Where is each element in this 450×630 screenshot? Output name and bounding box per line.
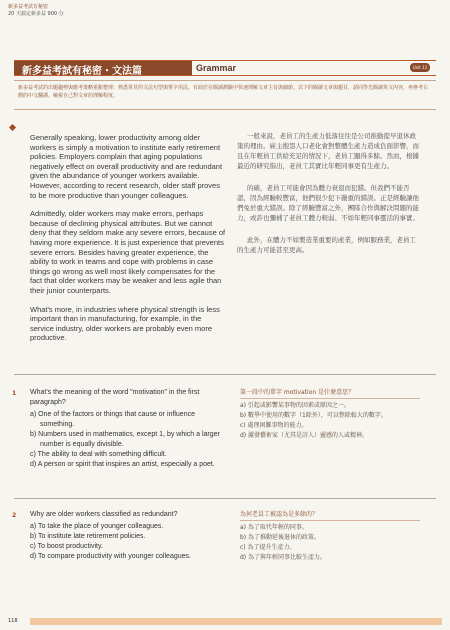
answer-option: c) To boost productivity. bbox=[30, 543, 103, 550]
answer-option: b) Numbers used in mathematics, except 1, by which a larger number is equally divisible. bbox=[30, 431, 220, 448]
diamond-bullet-icon bbox=[9, 124, 16, 131]
section-title-bar bbox=[14, 60, 436, 76]
question-stem-translation: 第一段中的單字 motivation 是什麼意思？ bbox=[240, 388, 420, 399]
passage-paragraph: Generally speaking, lower productivity among older workers is simply a motivation to institute early retirement policies. Employers complain that aging populations negatively effect on overall productivity and are redundant given the abundance of younger workers available. However, according to recent research, older staff proves to be more productive than younger colleagues. bbox=[30, 133, 223, 200]
translation-paragraph: 的確，老員工可能會因為體力衰退而犯錯。但我們不能否認，因為經驗較豐富，他們很少犯下嚴重的錯誤。正是經驗讓他們免於重大錯誤。除了經驗豐富之外，團隊合作與解決問題的能力，或許也彌補了老員工體力較弱、不如年輕同事靈活的事實。 bbox=[237, 184, 419, 222]
section-title-box bbox=[14, 61, 192, 75]
question-number: 1 bbox=[12, 390, 17, 397]
section-title-english: Grammar bbox=[196, 63, 237, 73]
question-stem: What's the meaning of the word "motivation" in the first paragraph? bbox=[30, 389, 200, 406]
question-1 bbox=[30, 388, 230, 470]
book-subtitle: 20 天搞定新多益 900 分 bbox=[8, 10, 64, 17]
answer-option-translation: a) 引起或影響某事物的因素或原因之一。 bbox=[240, 402, 350, 409]
page-number: 118 bbox=[8, 618, 18, 624]
page-footer bbox=[8, 617, 442, 626]
passage-paragraph: What's more, in industries where physical strength is less important than in manufacturing, for example, in the service industry, older workers are probably even more productive. bbox=[30, 304, 220, 343]
question-number: 2 bbox=[12, 512, 17, 519]
answer-option: b) To institute late retirement policies. bbox=[30, 533, 146, 540]
translation-paragraph: 一般來說，老員工的生產力低落往往是公司推動提早退休政策的理由。雇主抱怨人口老化會對整體生產力造成負面影響，而且在年輕員工供給充足的情況下，老員工顯得多餘。然而，根據最近的研究指出，老員工其實比年輕同事更有生產力。 bbox=[237, 132, 419, 170]
answer-option: a) To take the place of younger colleagues. bbox=[30, 523, 164, 530]
translation-paragraph: 此外，在體力不如製造業重要的產業，例如服務業，老員工的生產力可能甚至更高。 bbox=[237, 236, 416, 254]
section-title: 新多益考試有秘密・文法篇 bbox=[22, 66, 142, 77]
question-2 bbox=[30, 510, 230, 562]
answer-option: d) To compare productivity with younger colleagues. bbox=[30, 553, 191, 560]
book-title: 新多益考試有秘密 bbox=[8, 4, 49, 10]
answer-option-translation: c) 為了提升生產力。 bbox=[240, 544, 296, 551]
answer-option-translation: b) 為了推動延後退休的政策。 bbox=[240, 534, 321, 541]
unit-badge: Unit 11 bbox=[410, 63, 430, 72]
intro-paragraph: 新多益考試的出題趨勢與應考策略重點整理：熟悉常見的文法句型與單字用法，有助於在閱讀測驗中快速理解文章主旨與細節。以下的閱讀文章與題目，請同學先閱讀英文內容，再參考右側的中文翻譯，檢視自己對文章的理解程度。 bbox=[14, 80, 436, 110]
passage-english bbox=[30, 133, 226, 352]
answer-option-translation: b) 數學中使用的數字（1除外），可以整除較大的數字。 bbox=[240, 412, 387, 419]
answer-option-translation: d) 激發藝術家（尤其是詩人）靈感的人或精神。 bbox=[240, 432, 369, 439]
answer-option-translation: c) 處理困難事物的能力。 bbox=[240, 422, 308, 429]
question-stem-translation: 為何老員工被認為是多餘的？ bbox=[240, 510, 420, 521]
answer-option: c) The ability to deal with something difficult. bbox=[30, 451, 167, 458]
answer-option-translation: a) 為了取代年輕的同事。 bbox=[240, 524, 308, 531]
running-header bbox=[8, 4, 64, 17]
section-divider bbox=[14, 374, 436, 375]
footer-strip bbox=[30, 618, 442, 625]
question-2-translation bbox=[240, 510, 420, 563]
answer-option-translation: d) 為了與年輕同事比較生產力。 bbox=[240, 554, 327, 561]
section-divider bbox=[14, 498, 436, 499]
answer-option: a) One of the factors or things that cause or influence something. bbox=[30, 411, 195, 428]
answer-option: d) A person or spirit that inspires an artist, especially a poet. bbox=[30, 461, 215, 468]
passage-translation bbox=[237, 131, 419, 267]
question-stem: Why are older workers classified as redundant? bbox=[30, 511, 178, 518]
question-1-translation bbox=[240, 388, 420, 441]
passage-paragraph: Admittedly, older workers may make errors, perhaps because of declining physical attributes. But we cannot deny that they seldom make any severe errors, because of having more experience. It is just experience that prevents severe errors. Besides having greater experience, the ability to work in teams and cope with problems in case things go wrong as well most likely compensates for the fact that older workers may be weaker and less agile than their junior counterparts. bbox=[30, 209, 226, 295]
